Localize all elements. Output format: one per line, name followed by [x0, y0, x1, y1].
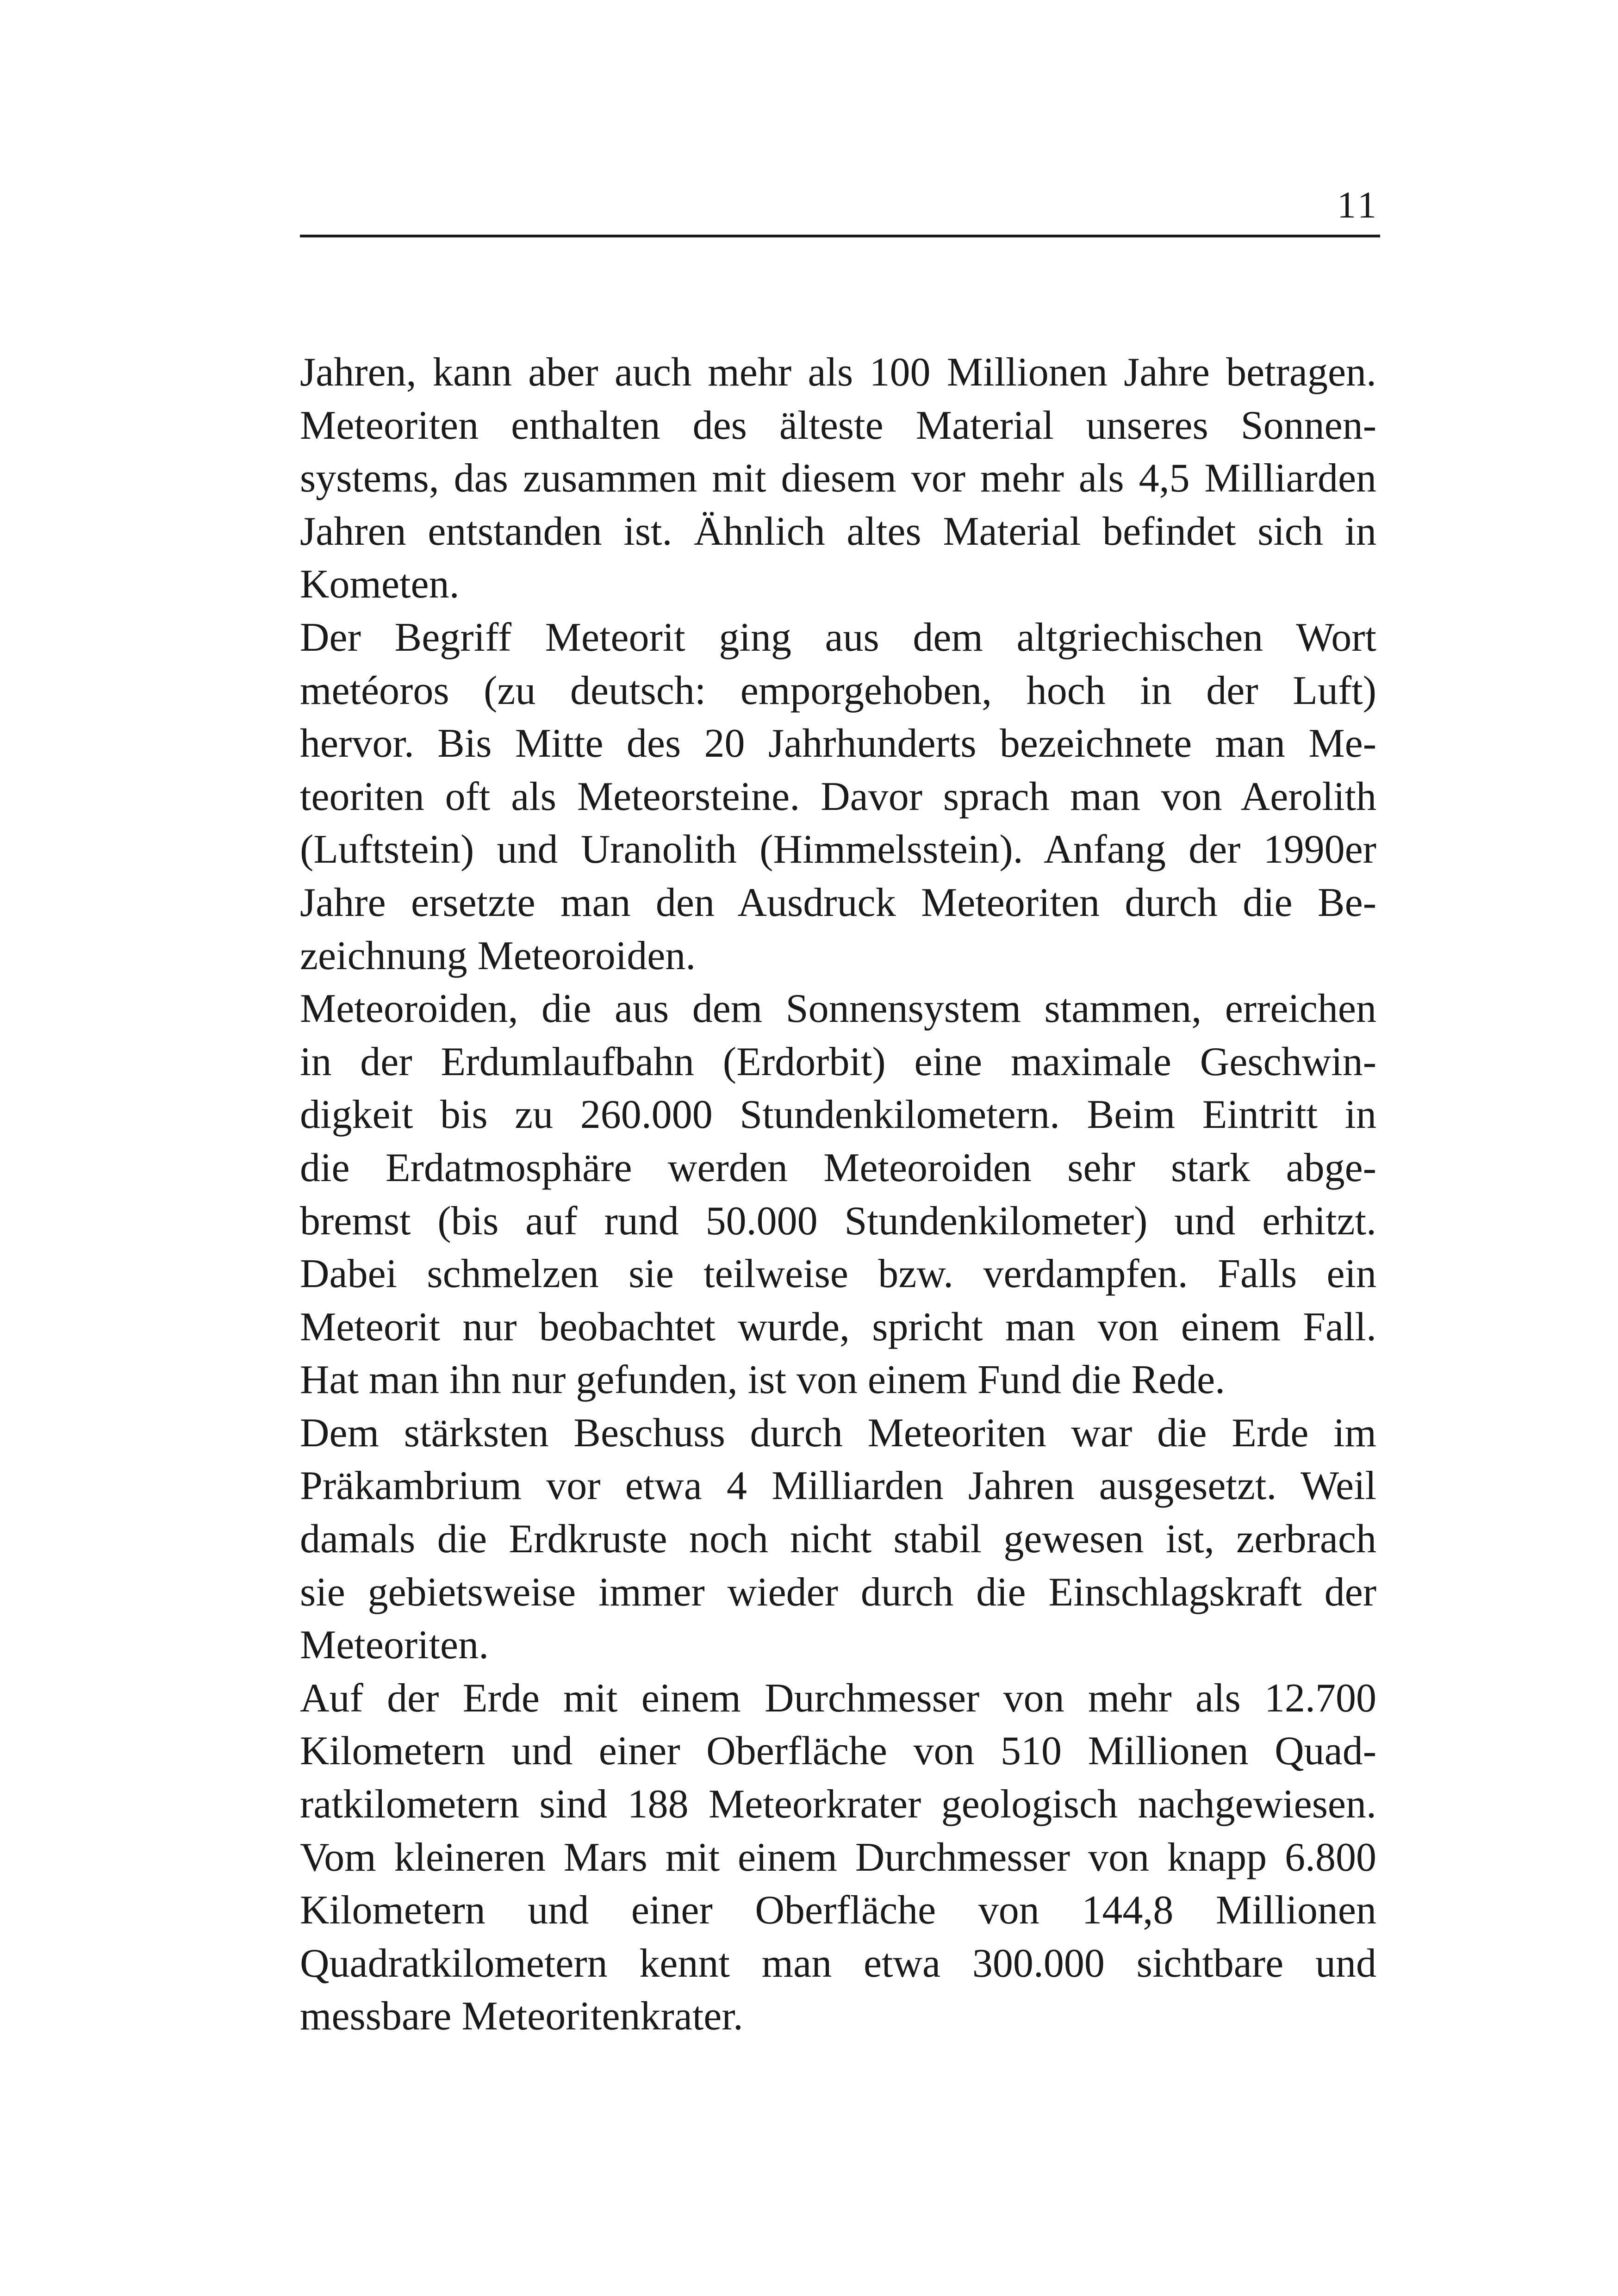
text-line: Meteoriten enthalten des älteste Material unseres Sonnen- [300, 403, 1376, 448]
text-line: ratkilometern sind 188 Meteorkrater geologisch nachgewiesen. [300, 1782, 1376, 1827]
text-line: Vom kleineren Mars mit einem Durchmesser von knapp 6.800 [300, 1835, 1376, 1880]
text-line: Kilometern und einer Oberfläche von 510 Millionen Quad- [300, 1729, 1376, 1774]
text-line: digkeit bis zu 260.000 Stundenkilometern. Beim Eintritt in [300, 1092, 1376, 1138]
text-line: Jahren, kann aber auch mehr als 100 Millionen Jahre betragen. [300, 350, 1376, 395]
text-line: Der Begriff Meteorit ging aus dem altgriechischen Wort [300, 615, 1376, 660]
text-line: Auf der Erde mit einem Durchmesser von mehr als 12.700 [300, 1675, 1376, 1721]
text-line: damals die Erdkruste noch nicht stabil gewesen ist, zerbrach [300, 1517, 1376, 1562]
text-line: sie gebietsweise immer wieder durch die Einschlagskraft der [300, 1569, 1376, 1615]
text-line: (Luftstein) und Uranolith (Himmelsstein). Anfang der 1990er [300, 827, 1376, 872]
text-line: zeichnung Meteoroiden. [300, 933, 696, 978]
page-number: 11 [1337, 184, 1379, 226]
text-line: in der Erdumlaufbahn (Erdorbit) eine maximale Geschwin- [300, 1039, 1376, 1084]
text-line: Jahren entstanden ist. Ähnlich altes Material befindet sich in [300, 509, 1376, 554]
text-line: Dem stärksten Beschuss durch Meteoriten war die Erde im [300, 1410, 1376, 1456]
text-line: Hat man ihn nur gefunden, ist von einem Fund die Rede. [300, 1357, 1226, 1403]
text-line: Dabei schmelzen sie teilweise bzw. verdampfen. Falls ein [300, 1251, 1376, 1297]
text-line: Jahre ersetzte man den Ausdruck Meteoriten durch die Be- [300, 880, 1376, 925]
header-rule [300, 235, 1380, 237]
text-line: systems, das zusammen mit diesem vor mehr als 4,5 Milliarden [300, 456, 1376, 501]
text-line: hervor. Bis Mitte des 20 Jahrhunderts bezeichnete man Me- [300, 721, 1376, 766]
text-line: teoriten oft als Meteorsteine. Davor sprach man von Aerolith [300, 774, 1376, 819]
text-line: Meteoroiden, die aus dem Sonnensystem stammen, erreichen [300, 986, 1376, 1032]
text-line: Kilometern und einer Oberfläche von 144,8 Millionen [300, 1888, 1376, 1933]
text-line: Meteoriten. [300, 1623, 489, 1668]
text-line: Präkambrium vor etwa 4 Milliarden Jahren ausgesetzt. Weil [300, 1463, 1376, 1509]
text-line: Kometen. [300, 562, 460, 607]
text-line: Meteorit nur beobachtet wurde, spricht man von einem Fall. [300, 1304, 1376, 1350]
body-text [300, 346, 1376, 2043]
text-line: messbare Meteoritenkrater. [300, 1994, 743, 2039]
text-line: metéoros (zu deutsch: emporgehoben, hoch in der Luft) [300, 668, 1376, 713]
text-line: bremst (bis auf rund 50.000 Stundenkilometer) und erhitzt. [300, 1198, 1376, 1244]
text-line: Quadratkilometern kennt man etwa 300.000 sichtbare und [300, 1941, 1376, 1986]
text-line: die Erdatmosphäre werden Meteoroiden sehr stark abge- [300, 1145, 1376, 1190]
